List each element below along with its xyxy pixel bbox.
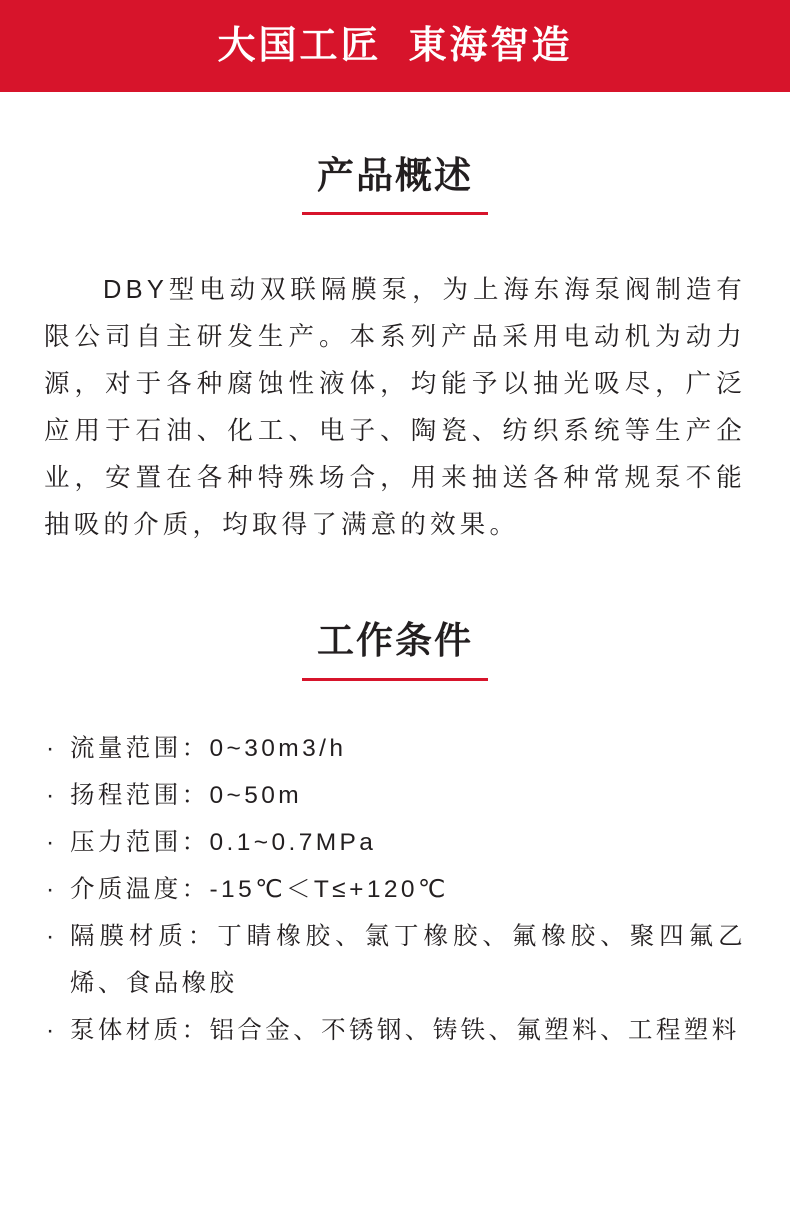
list-item	[44, 913, 746, 1007]
bullet-icon: ·	[46, 828, 58, 856]
overview-heading: 产品概述	[317, 155, 473, 196]
top-banner	[0, 0, 790, 92]
overview-heading-rule	[302, 212, 488, 215]
bullet-icon: ·	[46, 875, 58, 903]
overview-paragraph: DBY型电动双联隔膜泵，为上海东海泵阀制造有限公司自主研发生产。本系列产品采用电动机为动力源，对于各种腐蚀性液体，均能予以抽光吸尽，广泛应用于石油、化工、电子、陶瓷、纺织系统等生产企业，安置在各种特殊场合，用来抽送各种常规泵不能抽吸的介质，均取得了满意的效果。	[44, 276, 746, 540]
conditions-body	[44, 725, 746, 1054]
list-item-label: 扬程范围：0~50m	[70, 781, 303, 809]
conditions-list	[44, 725, 746, 1054]
conditions-heading-rule	[302, 678, 488, 681]
working-conditions-section	[0, 549, 790, 1053]
list-item-label: 介质温度：-15℃＜T≤+120℃	[70, 875, 449, 903]
bullet-icon: ·	[46, 734, 58, 762]
list-item	[44, 866, 746, 913]
list-item	[44, 819, 746, 866]
product-overview-section	[0, 92, 790, 549]
banner-title: 大国工匠 東海智造	[217, 25, 573, 67]
list-item	[44, 772, 746, 819]
list-item	[44, 1007, 746, 1054]
conditions-heading-block	[44, 619, 746, 680]
overview-body	[44, 267, 746, 549]
conditions-heading: 工作条件	[317, 620, 473, 662]
list-item-label: 泵体材质：铝合金、不锈钢、铸铁、氟塑料、工程塑料	[70, 1016, 740, 1044]
overview-top-spacer	[44, 92, 746, 154]
list-item-label: 隔膜材质：丁睛橡胶、氯丁橡胶、氟橡胶、聚四氟乙烯、食品橡胶	[70, 922, 746, 997]
list-item-label: 压力范围：0.1~0.7MPa	[70, 828, 377, 856]
bullet-icon: ·	[46, 781, 58, 809]
bullet-icon: ·	[46, 922, 58, 950]
bullet-icon: ·	[46, 1016, 58, 1044]
list-item	[44, 725, 746, 772]
list-item-label: 流量范围：0~30m3/h	[70, 734, 347, 762]
conditions-top-spacer	[44, 549, 746, 619]
overview-heading-block	[44, 154, 746, 215]
